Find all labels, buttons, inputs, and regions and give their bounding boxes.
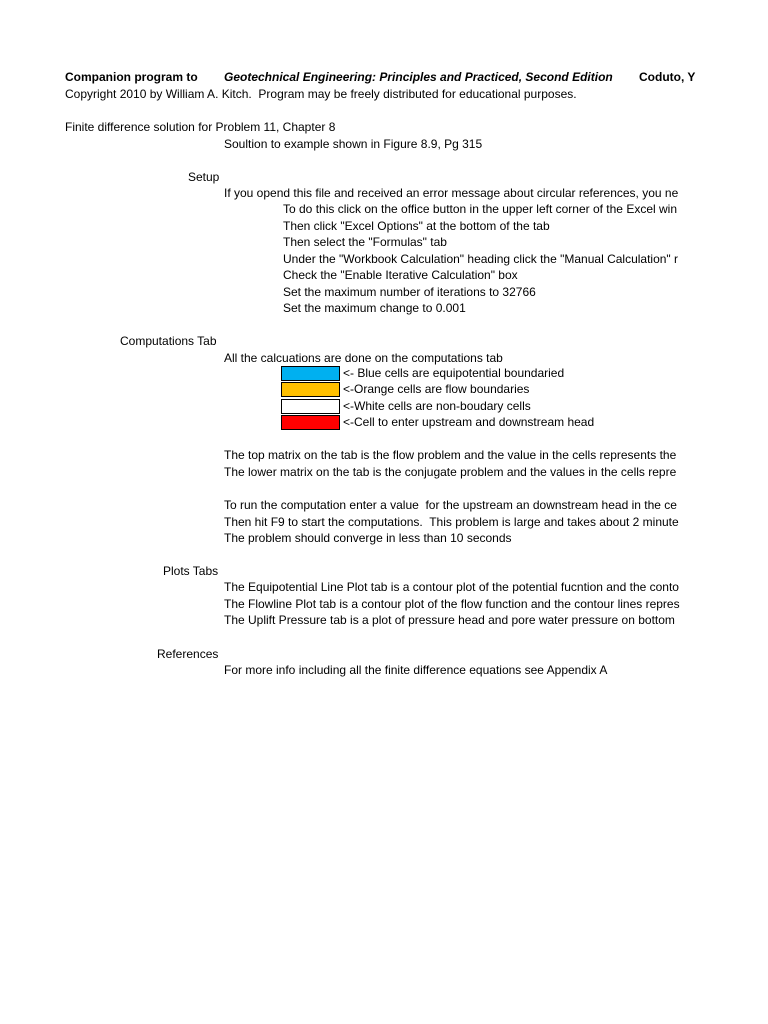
authors: Coduto, Y bbox=[639, 70, 696, 84]
legend-label: <-White cells are non-boudary cells bbox=[343, 399, 531, 413]
companion-label: Companion program to bbox=[65, 70, 198, 84]
problem-subtitle: Soultion to example shown in Figure 8.9, Pg 315 bbox=[224, 137, 483, 151]
matrix-lower-text: The lower matrix on the tab is the conjugate problem and the values in the cells repre bbox=[224, 465, 677, 479]
setup-step: Then click "Excel Options" at the bottom of the tab bbox=[283, 219, 550, 233]
setup-step: Then select the "Formulas" tab bbox=[283, 235, 447, 249]
run-instruction: The problem should converge in less than 10 seconds bbox=[224, 531, 512, 545]
run-instruction: Then hit F9 to start the computations. This problem is large and takes about 2 minute bbox=[224, 515, 679, 529]
setup-step: To do this click on the office button in the upper left corner of the Excel win bbox=[283, 202, 678, 216]
plots-line: The Uplift Pressure tab is a plot of pressure head and pore water pressure on bottom bbox=[224, 613, 675, 627]
setup-step: Set the maximum change to 0.001 bbox=[283, 301, 466, 315]
references-label: References bbox=[157, 647, 219, 661]
legend-swatch-blue bbox=[281, 366, 340, 381]
legend-label: <- Blue cells are equipotential boundaried bbox=[343, 366, 565, 380]
legend-swatch-red bbox=[281, 415, 340, 430]
plots-line: The Equipotential Line Plot tab is a contour plot of the potential fucntion and the conto bbox=[224, 580, 679, 594]
copyright-line: Copyright 2010 by William A. Kitch. Program may be freely distributed for educational purposes. bbox=[65, 87, 577, 101]
setup-step: Under the "Workbook Calculation" heading click the "Manual Calculation" r bbox=[283, 252, 679, 266]
plots-label: Plots Tabs bbox=[163, 564, 219, 578]
legend-label: <-Cell to enter upstream and downstream head bbox=[343, 415, 595, 429]
book-title: Geotechnical Engineering: Principles and Practiced, Second Edition bbox=[224, 70, 613, 84]
setup-intro: If you opend this file and received an error message about circular references, you ne bbox=[224, 186, 679, 200]
matrix-top-text: The top matrix on the tab is the flow problem and the value in the cells represents the bbox=[224, 448, 677, 462]
plots-line: The Flowline Plot tab is a contour plot of the flow function and the contour lines repres bbox=[224, 597, 680, 611]
setup-label: Setup bbox=[188, 170, 220, 184]
legend-swatch-orange bbox=[281, 382, 340, 397]
legend-label: <-Orange cells are flow boundaries bbox=[343, 382, 530, 396]
legend-swatch-white bbox=[281, 399, 340, 414]
setup-step: Check the "Enable Iterative Calculation" box bbox=[283, 268, 518, 282]
computations-label: Computations Tab bbox=[120, 334, 217, 348]
references-text: For more info including all the finite difference equations see Appendix A bbox=[224, 663, 608, 677]
run-instruction: To run the computation enter a value for the upstream an downstream head in the ce bbox=[224, 498, 677, 512]
computations-intro: All the calcuations are done on the computations tab bbox=[224, 351, 503, 365]
problem-title: Finite difference solution for Problem 11, Chapter 8 bbox=[65, 120, 336, 134]
setup-step: Set the maximum number of iterations to 32766 bbox=[283, 285, 536, 299]
